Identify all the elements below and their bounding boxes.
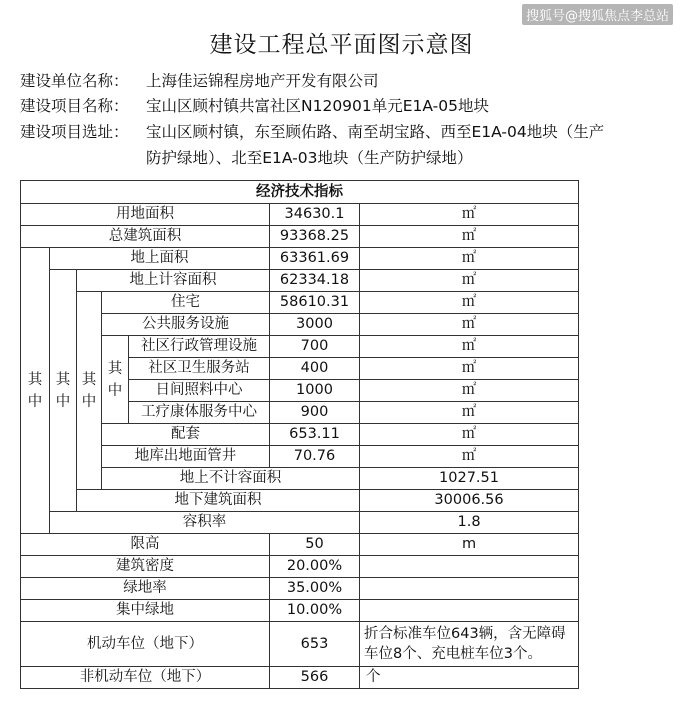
row-unit	[360, 578, 579, 600]
table-header: 经济技术指标	[21, 181, 579, 204]
table-row	[21, 578, 579, 600]
project-site-label: 建设项目选址：	[20, 123, 129, 141]
row-value: 10.00%	[270, 600, 360, 622]
row-value: 58610.31	[270, 292, 360, 314]
table-row	[21, 534, 579, 556]
row-unit: ㎡	[360, 402, 579, 424]
table-row	[21, 248, 579, 270]
table-row	[21, 314, 579, 336]
row-value: 566	[270, 667, 360, 689]
row-value: 62334.18	[270, 270, 360, 292]
row-label: 机动车位（地下）	[21, 622, 270, 667]
table-row	[21, 667, 579, 689]
table-row	[21, 226, 579, 248]
row-unit: m	[360, 534, 579, 556]
table-row	[21, 622, 579, 667]
row-unit: ㎡	[360, 446, 579, 468]
row-value: 30006.56	[360, 490, 579, 512]
row-label: 绿地率	[21, 578, 270, 600]
table-row	[21, 556, 579, 578]
page-title: 建设工程总平面图示意图	[209, 32, 474, 58]
row-value: 63361.69	[270, 248, 360, 270]
project-site-line	[20, 120, 604, 145]
table-row	[21, 292, 579, 314]
row-unit: ㎡	[360, 380, 579, 402]
qizhong-label-level1: 其中	[21, 248, 50, 534]
row-value: 1000	[270, 380, 360, 402]
row-label: 日间照料中心	[129, 380, 270, 402]
construction-unit-value: 上海佳运锦程房地产开发有限公司	[146, 72, 379, 90]
table-row	[21, 468, 579, 490]
row-value: 700	[270, 336, 360, 358]
row-unit: ㎡	[360, 314, 579, 336]
row-value: 20.00%	[270, 556, 360, 578]
row-label: 建筑密度	[21, 556, 270, 578]
watermark: 搜狐号@搜狐焦点李总站	[522, 4, 673, 25]
technical-indicators-table	[20, 180, 579, 689]
row-value: 1.8	[360, 512, 579, 534]
project-site-value-line2: 防护绿地）、北至E1A-03地块（生产防护绿地）	[146, 149, 473, 167]
project-name-value: 宝山区顾村镇共富社区N120901单元E1A-05地块	[146, 97, 489, 115]
row-label: 地上面积	[50, 248, 270, 270]
table-row	[21, 600, 579, 622]
row-unit: ㎡	[360, 204, 579, 226]
row-value: 50	[270, 534, 360, 556]
row-label: 配套	[102, 424, 270, 446]
table-row	[21, 446, 579, 468]
table-row	[21, 512, 579, 534]
project-site-value-line1: 宝山区顾村镇，东至顾佑路、南至胡宝路、西至E1A-04地块（生产	[146, 123, 605, 141]
row-unit: ㎡	[360, 248, 579, 270]
qizhong-label-level4: 其中	[102, 336, 129, 424]
row-value: 35.00%	[270, 578, 360, 600]
row-label: 社区卫生服务站	[129, 358, 270, 380]
table-row	[21, 204, 579, 226]
construction-unit-line	[20, 69, 379, 94]
row-unit	[360, 600, 579, 622]
row-unit: 个	[360, 667, 579, 689]
table-row	[21, 490, 579, 512]
row-unit: ㎡	[360, 336, 579, 358]
table-row	[21, 336, 579, 358]
row-unit: ㎡	[360, 358, 579, 380]
row-label: 用地面积	[21, 204, 270, 226]
row-label: 地上计容面积	[77, 270, 270, 292]
row-value: 653	[270, 622, 360, 667]
row-label: 限高	[21, 534, 270, 556]
row-unit: ㎡	[360, 270, 579, 292]
row-value: 34630.1	[270, 204, 360, 226]
row-value: 653.11	[270, 424, 360, 446]
row-unit: ㎡	[360, 226, 579, 248]
row-label: 住宅	[102, 292, 270, 314]
row-label: 容积率	[50, 512, 360, 534]
project-name-line	[20, 94, 489, 119]
qizhong-label-level2: 其中	[50, 270, 77, 512]
row-label: 总建筑面积	[21, 226, 270, 248]
table-row	[21, 424, 579, 446]
row-label: 公共服务设施	[102, 314, 270, 336]
row-note: 折合标准车位643辆，含无障碍车位8个、充电桩车位3个。	[360, 622, 579, 667]
row-label: 集中绿地	[21, 600, 270, 622]
construction-unit-label: 建设单位名称：	[20, 72, 129, 90]
qizhong-label-level3: 其中	[77, 292, 102, 490]
row-label: 工疗康体服务中心	[129, 402, 270, 424]
row-label: 地下建筑面积	[77, 490, 360, 512]
row-label: 非机动车位（地下）	[21, 667, 270, 689]
table-header-row	[21, 181, 579, 204]
table-row	[21, 270, 579, 292]
row-unit	[360, 556, 579, 578]
row-value: 93368.25	[270, 226, 360, 248]
row-value: 1027.51	[360, 468, 579, 490]
row-label: 地库出地面管井	[102, 446, 270, 468]
project-name-label: 建设项目名称：	[20, 97, 129, 115]
row-label: 地上不计容面积	[102, 468, 360, 490]
row-value: 70.76	[270, 446, 360, 468]
row-unit: ㎡	[360, 424, 579, 446]
row-value: 400	[270, 358, 360, 380]
row-value: 900	[270, 402, 360, 424]
row-value: 3000	[270, 314, 360, 336]
row-unit: ㎡	[360, 292, 579, 314]
row-label: 社区行政管理设施	[129, 336, 270, 358]
